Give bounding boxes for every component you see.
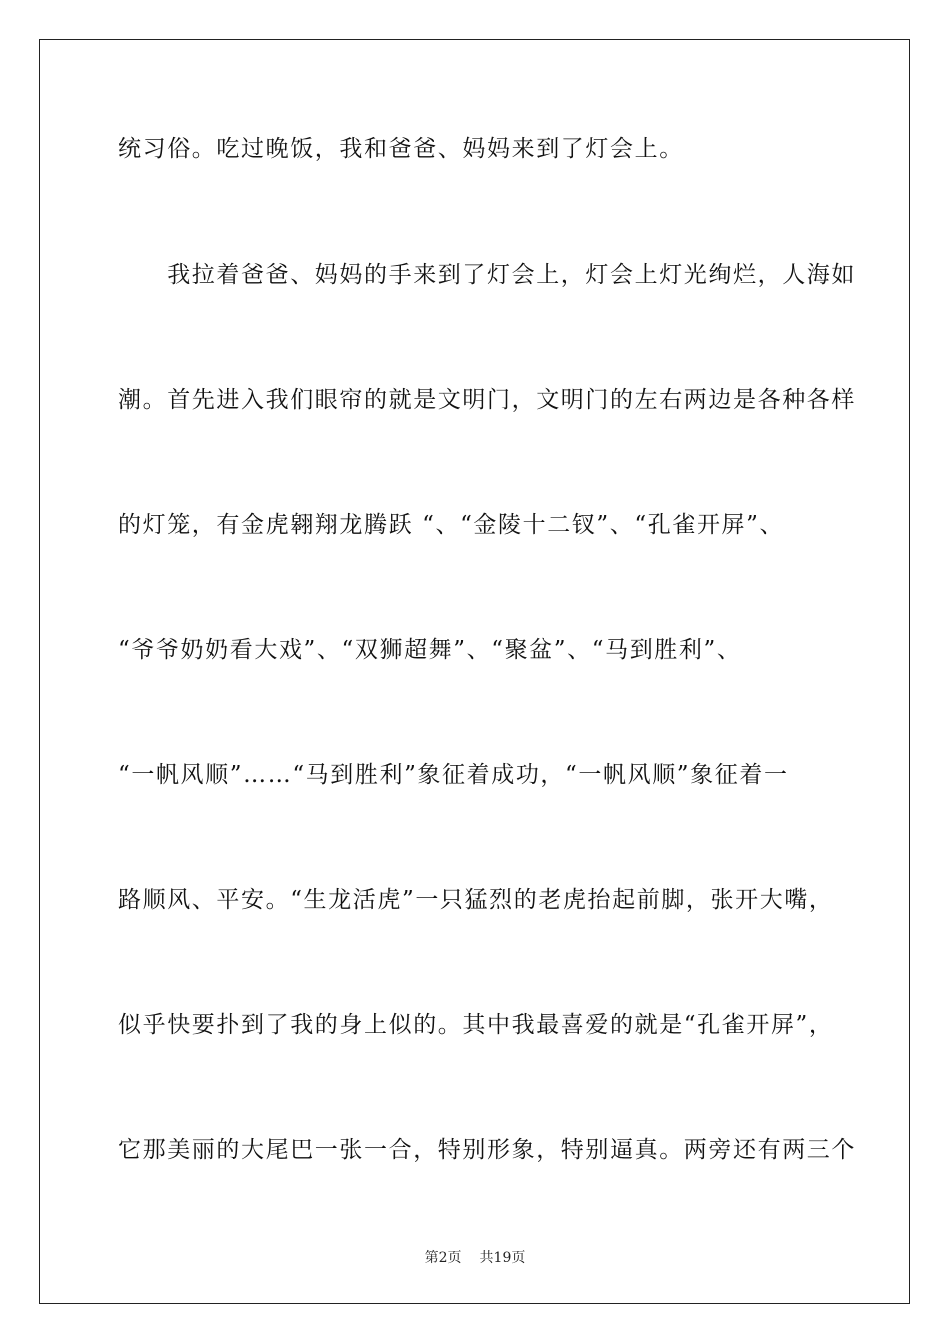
- body-text-line-6: “一帆风顺”……“马到胜利”象征着成功，“一帆风顺”象征着一: [118, 762, 789, 788]
- page-footer: [0, 1247, 950, 1267]
- body-text-line-3: 潮。首先进入我们眼帘的就是文明门，文明门的左右两边是各种各样: [118, 387, 856, 413]
- body-text-line-9: 它那美丽的大尾巴一张一合，特别形象，特别逼真。两旁还有两三个: [118, 1137, 856, 1163]
- body-text-line-2: 我拉着爸爸、妈妈的手来到了灯会上，灯会上灯光绚烂，人海如: [118, 262, 856, 288]
- body-text-line-7: 路顺风、平安。“生龙活虎”一只猛烈的老虎抬起前脚，张开大嘴，: [118, 887, 834, 913]
- body-text-line-8: 似乎快要扑到了我的身上似的。其中我最喜爱的就是“孔雀开屏”，: [118, 1012, 834, 1038]
- page-border: [39, 39, 910, 1304]
- total-pages: 共19页: [479, 1250, 526, 1266]
- body-text-line-1: 统习俗。吃过晚饭，我和爸爸、妈妈来到了灯会上。: [118, 136, 684, 162]
- page-number: 第2页: [424, 1250, 462, 1266]
- body-text-line-5: “爷爷奶奶看大戏”、“双狮超舞”、“聚盆”、“马到胜利”、: [118, 637, 742, 663]
- body-text-line-4: 的灯笼，有金虎翱翔龙腾跃 “、“金陵十二钗”、“孔雀开屏”、: [118, 512, 785, 538]
